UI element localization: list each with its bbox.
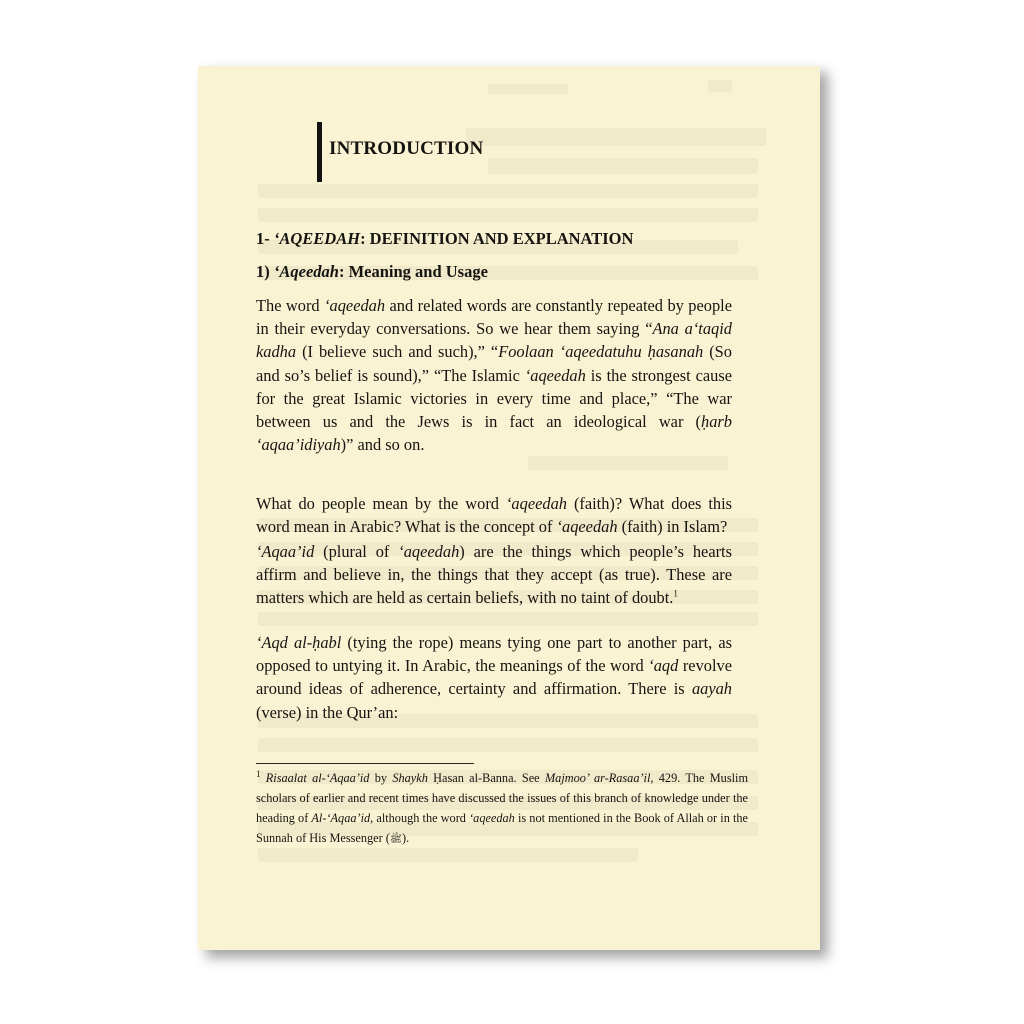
text-run: and related words are constantly repeated by people in their everyday conversations. So we hear them saying “ (256, 296, 732, 339)
text-run: (faith)? What does this word mean in Arabic? What is the concept of (256, 494, 732, 537)
text-run: is not mentioned in the Book of Allah or in the Sunnah of His Messenger ( (256, 811, 748, 845)
text-run: The word (256, 296, 325, 315)
sub-title (256, 262, 488, 282)
section-title (256, 229, 633, 249)
footnote-rule (256, 763, 474, 764)
italic-term: ‘Aqd al-ḥabl (256, 633, 342, 652)
section-title-number: 1- (256, 229, 274, 248)
italic-term: ‘aqeedah (556, 517, 618, 537)
italic-term: ‘aqeedah (324, 296, 386, 315)
text-run: ). (401, 831, 410, 845)
text-run: , although the word (370, 811, 470, 825)
text-run: by (369, 771, 393, 785)
footnote-marker: 1 (256, 768, 261, 779)
chapter-heading: INTRODUCTION (329, 138, 484, 159)
body-paragraph-1 (256, 294, 732, 456)
footnote (256, 768, 748, 850)
text-run: is the strongest cause for the great Islamic victories in every time and place,” “The war between us and the Jews is in fact an ideological war ( (256, 365, 733, 432)
text-run: (faith) in Islam? (617, 517, 728, 537)
italic-term: Risaalat al-‘Aqaa’id (265, 771, 370, 785)
text-run: (So and so’s belief is sound),” “The Islamic (256, 342, 732, 385)
text-run: revolve around ideas of adherence, certainty and affirmation. There is (256, 656, 733, 699)
italic-term: ‘aqeedah (398, 542, 460, 561)
book-page (198, 66, 820, 950)
italic-term: aayah (691, 679, 732, 699)
text-run: What do people mean by the word (256, 494, 506, 513)
italic-term: Shaykh (392, 771, 428, 785)
italic-term: Ana a‘taqid kadha (256, 319, 732, 362)
salawat-symbol-icon: ﷺ (389, 834, 402, 845)
text-run: (tying the rope) means tying one part to another part, as opposed to untying it. In Arabic, the meanings of the word (256, 633, 732, 676)
italic-term: ḥarb ‘aqaa’idiyah (256, 412, 732, 455)
heading-bar (317, 122, 322, 182)
text-run: Ḥasan al-Banna. See (427, 771, 545, 785)
italic-term: ‘aqeedah (524, 365, 586, 385)
body-paragraph-4 (256, 631, 732, 724)
text-run: ) are the things which people’s hearts affirm and believe in, the things that they accept (as true). These are matters which are held as certain beliefs, with no taint of doubt. (256, 542, 732, 608)
italic-term: ‘aqeedah (469, 811, 515, 825)
italic-term: ‘Aqaa’id (256, 542, 315, 561)
section-title-term: ‘AQEEDAH (273, 229, 361, 248)
sub-title-term: ‘Aqeedah (273, 262, 339, 281)
text-run: (I believe such and such),” “ (296, 342, 499, 362)
sub-title-rest: : Meaning and Usage (338, 262, 488, 281)
italic-term: ‘aqd (648, 656, 679, 676)
text-run: (verse) in the Qur’an: (256, 702, 399, 722)
body-paragraph-2 (256, 492, 732, 538)
footnote-marker: 1 (673, 588, 678, 599)
italic-term: Al-‘Aqaa’id (311, 811, 371, 825)
sub-title-number: 1) (256, 262, 274, 281)
italic-term: ‘aqeedah (505, 494, 567, 513)
text-run: (plural of (314, 542, 399, 561)
text-run: , 429. The Muslim scholars of earlier and recent times have discussed the issues of this branch of knowledge under the heading of (256, 771, 749, 825)
section-title-rest: : DEFINITION AND EXPLANATION (360, 229, 634, 248)
body-paragraph-3 (256, 540, 732, 610)
italic-term: Foolaan ‘aqeedatuhu ḥasanah (498, 342, 704, 362)
text-run: )” and so on. (340, 435, 425, 455)
italic-term: Majmoo’ ar-Rasaa’il (544, 771, 651, 785)
